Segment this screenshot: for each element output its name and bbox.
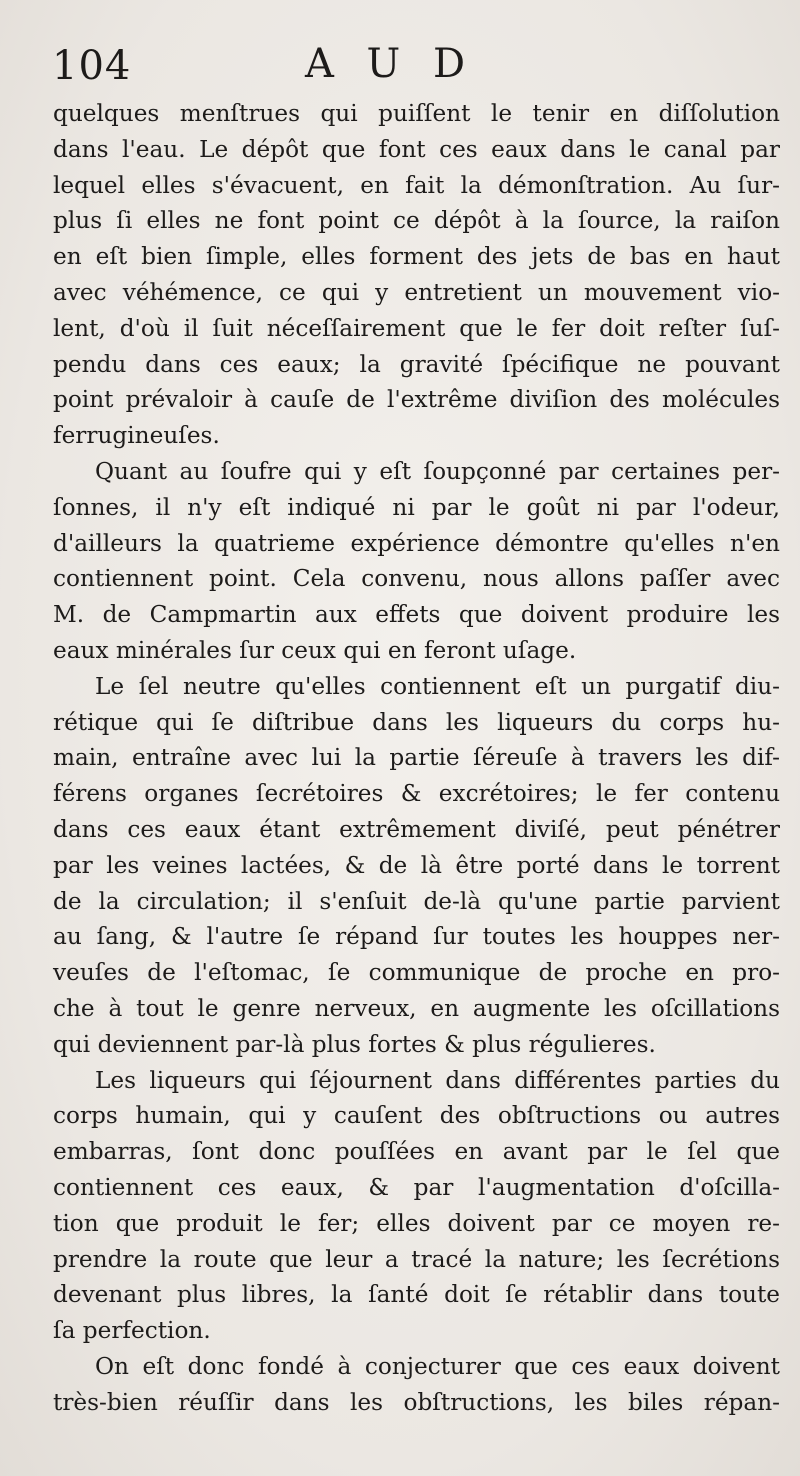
text-line: lequel elles s'évacuent, en fait la démonſtration. Au ſur- <box>53 171 780 199</box>
text-line: avec véhémence, ce qui y entretient un mouvement vio- <box>53 278 780 306</box>
text-line: qui deviennent par-là plus fortes & plus régulieres. <box>53 1030 656 1058</box>
running-title: A U D <box>304 41 476 87</box>
text-line: eaux minérales ſur ceux qui en feront uſage. <box>53 636 577 664</box>
text-line: point prévaloir à cauſe de l'extrême diviſion des molécules <box>53 386 780 414</box>
text-line: dans ces eaux étant extrêmement diviſé, peut pénétrer <box>53 815 780 843</box>
text-line: corps humain, qui y cauſent des obſtructions ou autres <box>53 1102 780 1130</box>
text-line: veuſes de l'eſtomac, ſe communique de proche en pro- <box>53 959 780 987</box>
paragraph <box>53 669 780 1063</box>
paragraph <box>53 96 780 454</box>
text-line: pendu dans ces eaux; la gravité ſpécifique ne pouvant <box>53 350 780 378</box>
text-line: On eſt donc fondé à conjecturer que ces eaux doivent <box>95 1352 780 1380</box>
paragraph <box>53 454 780 669</box>
text-line: M. de Campmartin aux effets que doivent produire les <box>53 601 780 629</box>
text-line: main, entraîne avec lui la partie ſéreuſe à travers les dif- <box>53 744 780 772</box>
text-line: de la circulation; il s'enſuit de-là qu'une partie parvient <box>53 887 780 915</box>
text-line: prendre la route que leur a tracé la nature; les ſecrétions <box>53 1245 780 1273</box>
text-line: Quant au ſoufre qui y eſt ſoupçonné par certaines per- <box>95 457 780 485</box>
text-line: par les veines lactées, & de là être porté dans le torrent <box>53 851 780 879</box>
text-line: dans l'eau. Le dépôt que font ces eaux dans le canal par <box>53 135 780 163</box>
text-line: ferrugineuſes. <box>53 422 220 450</box>
text-line: férens organes ſecrétoires & excrétoires; le fer contenu <box>53 780 780 808</box>
page-number: 104 <box>52 43 132 89</box>
running-head <box>50 40 770 96</box>
text-line: au ſang, & l'autre ſe répand ſur toutes les houppes ner- <box>53 923 780 951</box>
paragraph <box>53 1063 780 1349</box>
text-line: tion que produit le fer; elles doivent par ce moyen re- <box>53 1209 780 1237</box>
body-text <box>53 96 780 1420</box>
text-line: rétique qui ſe diſtribue dans les liqueurs du corps hu- <box>53 708 780 736</box>
text-line: contiennent point. Cela convenu, nous allons paſſer avec <box>53 565 780 593</box>
text-line: d'ailleurs la quatrieme expérience démontre qu'elles n'en <box>53 529 780 557</box>
text-line: très-bien réuſſir dans les obſtructions, les biles répan- <box>53 1388 780 1416</box>
text-line: devenant plus libres, la ſanté doit ſe rétablir dans toute <box>53 1281 780 1309</box>
text-line: ſonnes, il n'y eſt indiqué ni par le goût ni par l'odeur, <box>53 493 780 521</box>
text-line: embarras, ſont donc pouſſées en avant par le ſel que <box>53 1138 780 1166</box>
text-line: ſa perfection. <box>53 1317 211 1345</box>
paragraph <box>53 1349 780 1421</box>
text-line: contiennent ces eaux, & par l'augmentation d'oſcilla- <box>53 1173 780 1201</box>
text-line: en eſt bien ſimple, elles forment des jets de bas en haut <box>53 243 780 271</box>
text-line: che à tout le genre nerveux, en augmente les oſcillations <box>53 994 780 1022</box>
text-line: lent, d'où il ſuit néceſſairement que le fer doit reſter ſuſ- <box>53 314 780 342</box>
text-line: plus ſi elles ne font point ce dépôt à la ſource, la raiſon <box>53 207 780 235</box>
text-line: Le ſel neutre qu'elles contiennent eſt un purgatif diu- <box>95 672 780 700</box>
text-line: Les liqueurs qui ſéjournent dans différentes parties du <box>95 1066 780 1094</box>
text-line: quelques menſtrues qui puiſſent le tenir en diſſolution <box>53 100 780 127</box>
